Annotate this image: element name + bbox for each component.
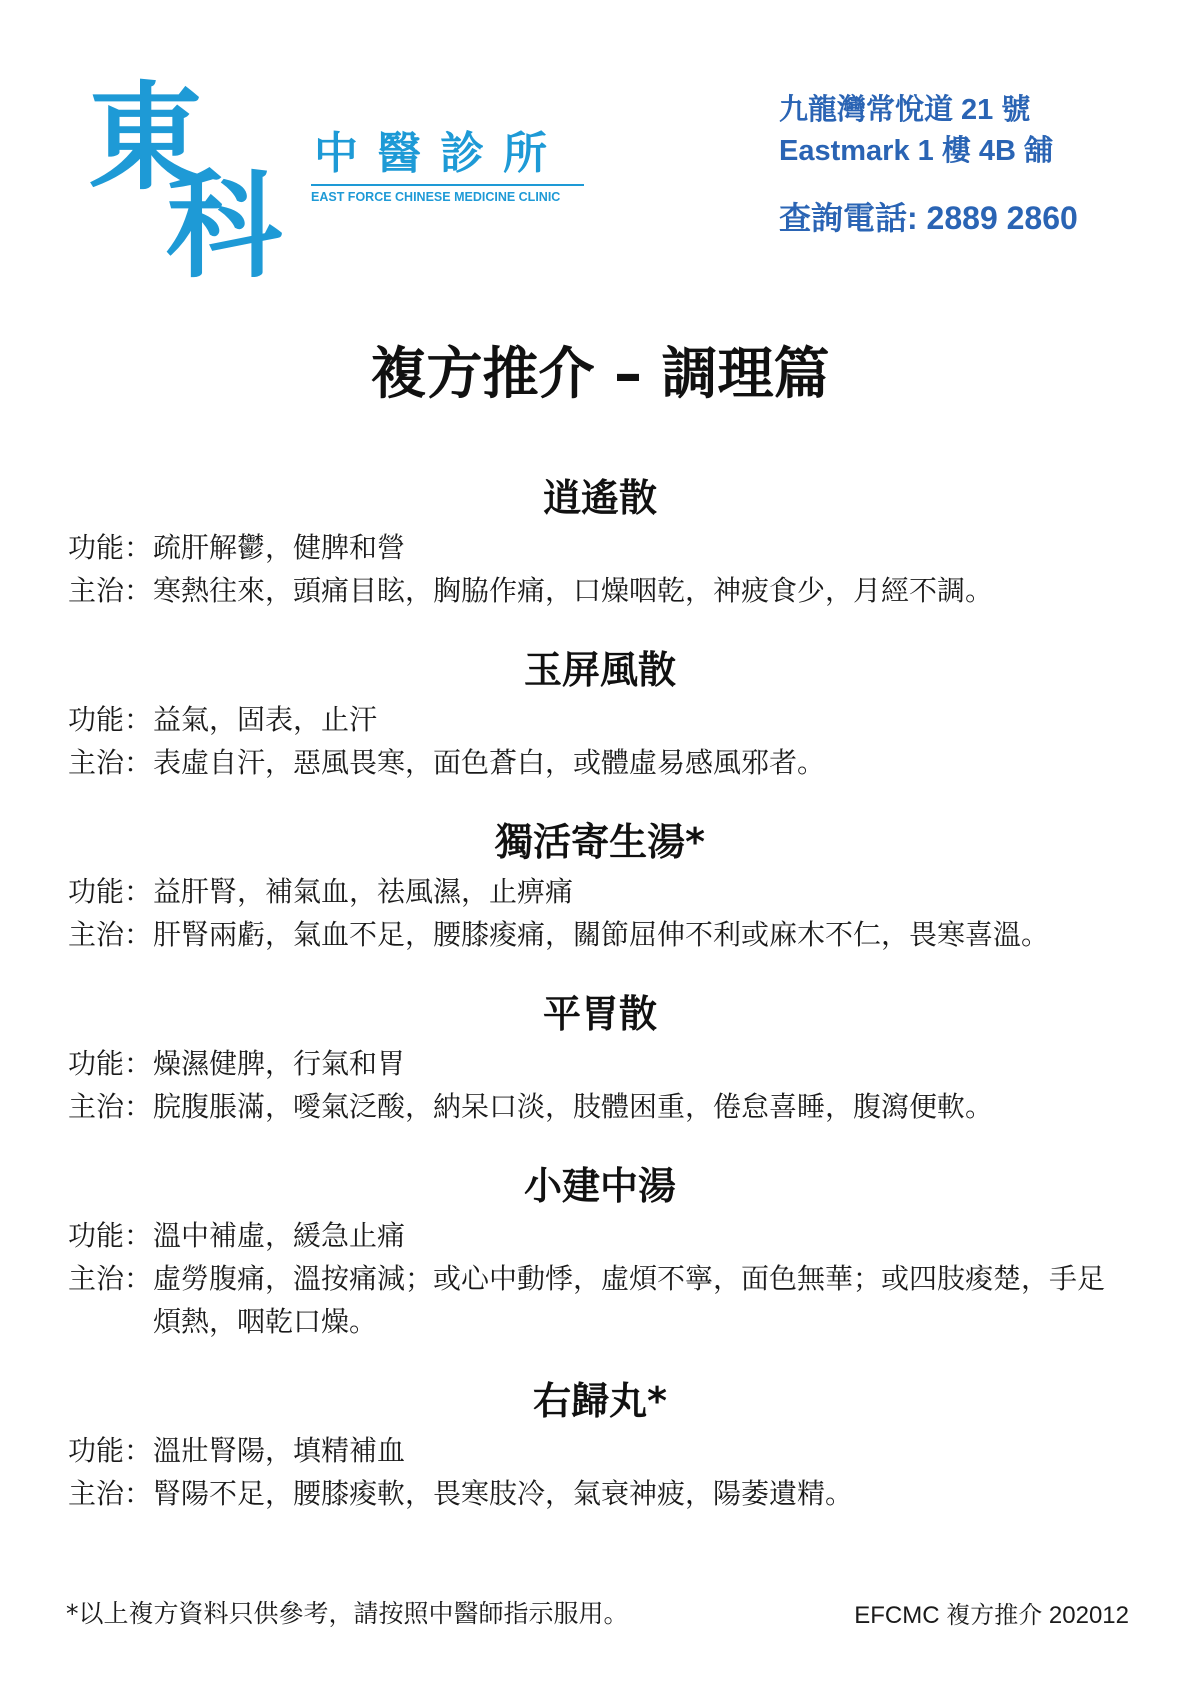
function-text: 益肝腎，補氣血，祛風濕，止痹痛 <box>153 875 574 908</box>
indications-label: 主治： <box>68 1262 153 1295</box>
address-line-1: 九龍灣常悅道 21 號 <box>779 94 1031 126</box>
phone-number: 查詢電話: 2889 2860 <box>779 200 1078 236</box>
formula-section-1 <box>68 476 1132 612</box>
indications-text <box>153 1472 853 1515</box>
indications-text <box>153 1085 993 1128</box>
logo-char-ke: 科 <box>166 158 282 294</box>
formula-body <box>68 870 1132 956</box>
indications-line <box>68 741 1132 784</box>
formula-section-3 <box>68 820 1132 956</box>
formula-section-2 <box>68 648 1132 784</box>
indications-text-line: 寒熱往來，頭痛目眩，胸脇作痛，口燥咽乾，神疲食少，月經不調。 <box>153 574 994 607</box>
function-text: 疏肝解鬱，健脾和營 <box>153 531 406 564</box>
indications-line <box>68 1085 1132 1128</box>
formula-name: 玉屏風散 <box>523 648 676 692</box>
function-text: 益氣，固表，止汗 <box>153 703 378 736</box>
formula-name: 獨活寄生湯* <box>495 820 705 864</box>
footer-document-code: EFCMC 複方推介 202012 <box>854 1602 1129 1629</box>
indications-text <box>153 569 993 612</box>
formula-section-5 <box>68 1164 1132 1343</box>
function-label: 功能： <box>68 1434 153 1467</box>
function-text: 溫壯腎陽，填精補血 <box>153 1434 406 1467</box>
function-text: 溫中補虛，緩急止痛 <box>153 1219 406 1252</box>
function-line <box>68 1042 1132 1085</box>
function-line <box>68 1214 1132 1257</box>
formula-section-4 <box>68 992 1132 1128</box>
indications-label: 主治： <box>68 746 153 779</box>
function-label: 功能： <box>68 1219 153 1252</box>
function-line <box>68 698 1132 741</box>
function-line <box>68 870 1132 913</box>
function-label: 功能： <box>68 875 153 908</box>
clinic-name-underline <box>311 184 584 186</box>
indications-line <box>68 1257 1132 1343</box>
formula-name: 小建中湯 <box>523 1164 676 1208</box>
indications-text-line: 表虛自汗，惡風畏寒，面色蒼白，或體虛易感風邪者。 <box>153 746 826 779</box>
indications-text-line: 虛勞腹痛，溫按痛減；或心中動悸，虛煩不寧，面色無華；或四肢痠楚，手足 <box>153 1262 1106 1295</box>
indications-line <box>68 569 1132 612</box>
indications-label: 主治： <box>68 918 153 951</box>
formula-section-6 <box>68 1379 1132 1515</box>
formula-body <box>68 698 1132 784</box>
clinic-name-chinese: 中醫診所 <box>314 128 566 179</box>
formula-body <box>68 1429 1132 1515</box>
function-label: 功能： <box>68 703 153 736</box>
indications-label: 主治： <box>68 574 153 607</box>
function-label: 功能： <box>68 1047 153 1080</box>
logo-char-dong: 東 <box>88 70 204 206</box>
function-line <box>68 526 1132 569</box>
function-label: 功能： <box>68 531 153 564</box>
clinic-name-english: EAST FORCE CHINESE MEDICINE CLINIC <box>311 190 561 204</box>
formula-body <box>68 1042 1132 1128</box>
indications-line <box>68 913 1132 956</box>
page-title: 複方推介 – 調理篇 <box>370 342 830 407</box>
footer-disclaimer: *以上複方資料只供參考，請按照中醫師指示服用。 <box>66 1599 629 1628</box>
function-text: 燥濕健脾，行氣和胃 <box>153 1047 406 1080</box>
indications-label: 主治： <box>68 1090 153 1123</box>
indications-text-line: 煩熱，咽乾口燥。 <box>153 1305 378 1338</box>
formula-body <box>68 526 1132 612</box>
indications-text <box>153 741 825 784</box>
indications-text <box>153 913 1049 956</box>
formula-name: 右歸丸* <box>533 1379 667 1423</box>
indications-text-line: 肝腎兩虧，氣血不足，腰膝痠痛，關節屈伸不利或麻木不仁，畏寒喜溫。 <box>153 918 1050 951</box>
formula-body <box>68 1214 1132 1343</box>
indications-line <box>68 1472 1132 1515</box>
indications-text-line: 脘腹脹滿，噯氣泛酸，納呆口淡，肢體困重，倦怠喜睡，腹瀉便軟。 <box>153 1090 994 1123</box>
indications-text <box>153 1257 1105 1343</box>
address-line-2: Eastmark 1 樓 4B 舖 <box>779 135 1054 167</box>
function-line <box>68 1429 1132 1472</box>
formula-name: 逍遙散 <box>542 476 657 520</box>
formula-list <box>68 476 1132 1551</box>
indications-text-line: 腎陽不足，腰膝痠軟，畏寒肢冷，氣衰神疲，陽萎遺精。 <box>153 1477 854 1510</box>
indications-label: 主治： <box>68 1477 153 1510</box>
formula-name: 平胃散 <box>542 992 657 1036</box>
